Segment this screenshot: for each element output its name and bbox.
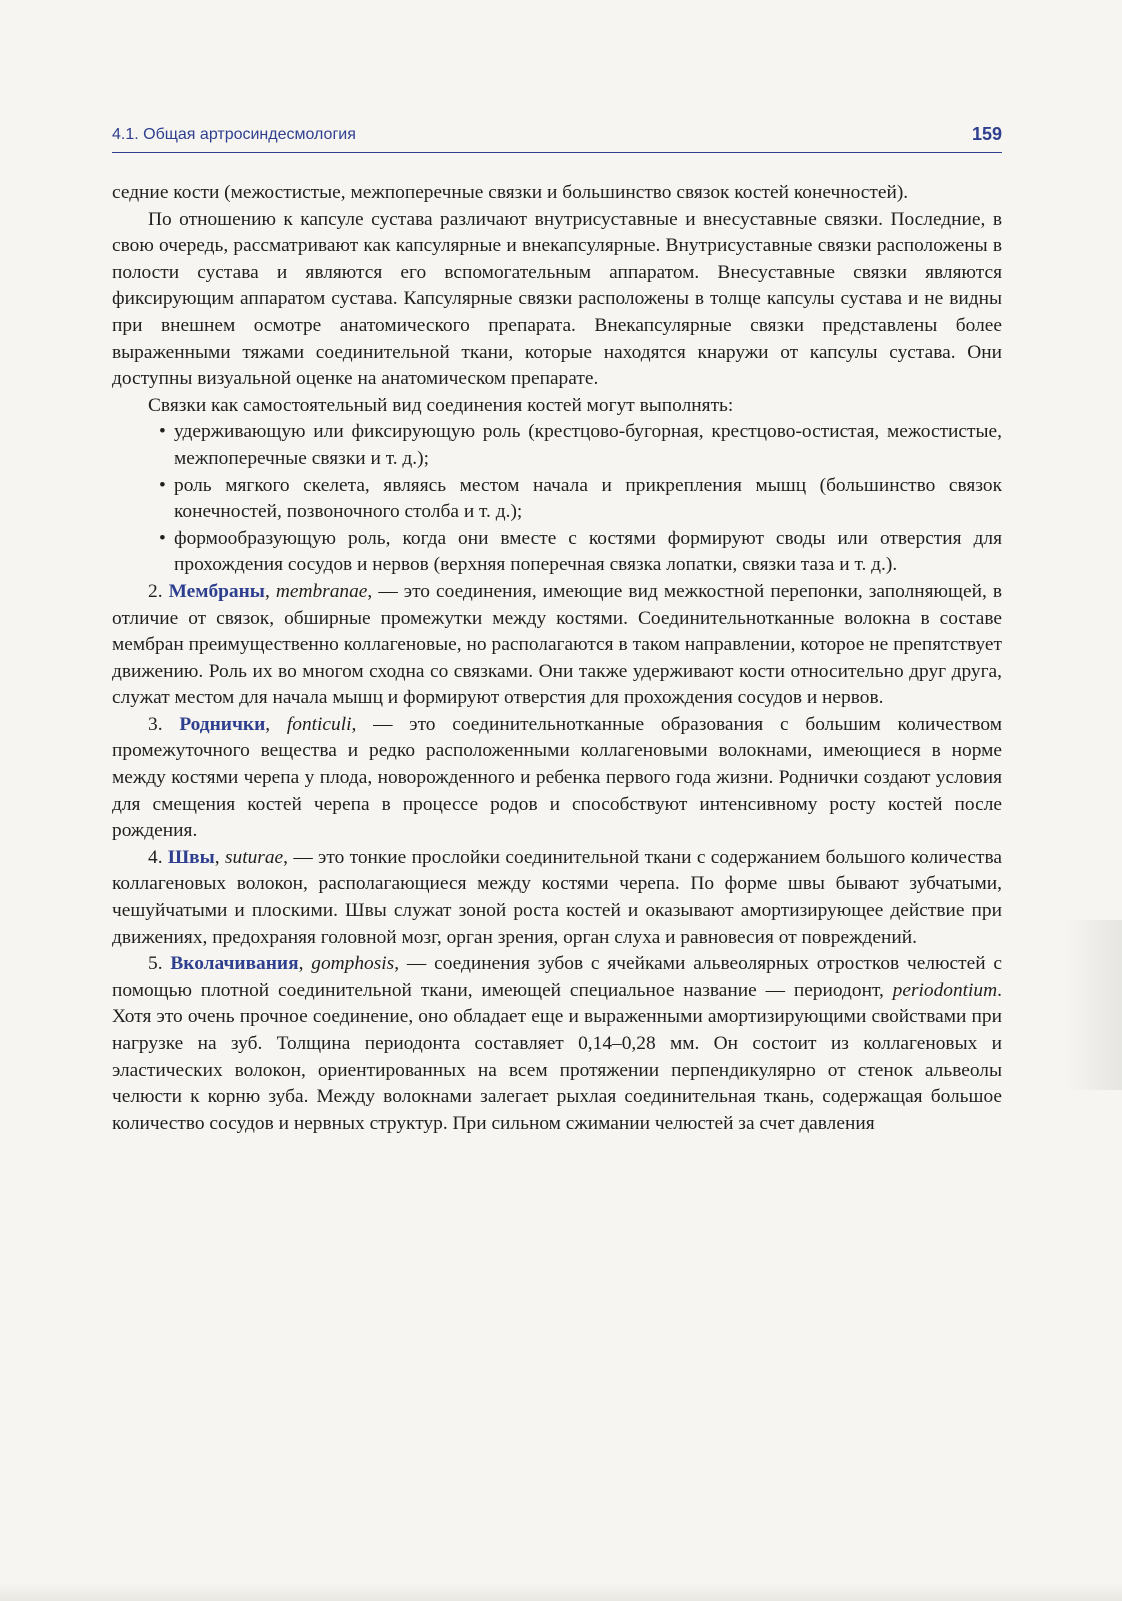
paragraph-text: — это тонкие прослойки соединительной ткани с содержанием большого количества коллагеновых волокон, располагающиеся между костями черепа. По форме швы бывают зубчатыми, чешуйчатыми и плоскими. Швы служат зоной роста костей и оказывают амортизирующее действие при движениях, предохраняя головной мозг, орган зрения, орган слуха и равновесия от повреждений.: [112, 846, 1002, 948]
paragraph-fontanelles: 3. Роднички, fonticuli, — это соединительнотканные образования с большим количеством промежуточного вещества и редко расположенными коллагеновыми волокнами, имеющиеся в норме между костями черепа у плода, новорожденного и ребенка первого года жизни. Роднички создают условия для смещения костей черепа в процессе родов и способствуют интенсивному росту костей после рождения.: [112, 713, 1002, 842]
page-body: [112, 180, 1002, 1137]
item-number: 3.: [148, 713, 163, 735]
term-heading: Швы: [167, 846, 215, 868]
latin-term: periodontium: [892, 979, 998, 1001]
ligament-functions-list: [112, 419, 1002, 579]
term-heading: Роднички: [179, 713, 266, 735]
list-item: • роль мягкого скелета, являясь местом начала и прикрепления мышц (большинство связок конечностей, позвоночного столба и т. д.);: [174, 473, 1002, 526]
item-number: 5.: [148, 953, 163, 975]
list-item: • удерживающую или фиксирующую роль (крестцово-бугорная, крестцово-остистая, межостистые, межпоперечные связки и т. д.);: [174, 419, 1002, 472]
paragraph-text: . Хотя это очень прочное соединение, оно обладает еще и выраженными амортизирующими свойствами при нагрузке на зуб. Толщина периодонта составляет 0,14–0,28 мм. Он состоит из коллагеновых и эластических волокон, ориентированных на всем протяжении перпендикулярно от стенок альвеолы челюсти к корню зуба. Между волокнами залегает рыхлая соединительная ткань, содержащая большое количество сосудов и нервных структур. При сильном сжимании челюстей за счет давления: [112, 979, 1002, 1134]
latin-term: fonticuli: [286, 713, 352, 735]
item-number: 4.: [148, 846, 163, 868]
latin-term: suturae: [224, 846, 284, 868]
paragraph-sutures: 4. Швы, suturae, — это тонкие прослойки соединительной ткани с содержанием большого количества коллагеновых волокон, располагающиеся между костями черепа. По форме швы бывают зубчатыми, чешуйчатыми и плоскими. Швы служат зоной роста костей и оказывают амортизирующее действие при движениях, предохраняя головной мозг, орган зрения, орган слуха и равновесия от повреждений.: [112, 846, 1002, 948]
term-heading: Мембраны: [168, 580, 265, 602]
page-bottom-edge: [0, 1582, 1122, 1601]
paragraph-text: — это соединения, имеющие вид межкостной перепонки, заполняющей, в отличие от связок, обширные промежутки между костями. Соединительнотканные волокна в составе мембран преимущественно коллагеновые, но располагаются в таком направлении, которое не препятствует движению. Роль их во многом сходна со связками. Они также удерживают кости относительно друг друга, служат местом для начала мышц и формируют отверстия для прохождения сосудов и нервов.: [112, 580, 1002, 709]
running-header: [112, 122, 1002, 153]
latin-term: membranae: [275, 580, 368, 602]
paragraph-gomphosis: 5. Вколачивания, gomphosis, — соединения зубов с ячейками альвеолярных отростков челюстей с помощью плотной соединительной ткани, имеющей специальное название — периодонт, periodontium. Хотя это очень прочное соединение, оно обладает еще и выраженными амортизирующими свойствами при нагрузке на зуб. Толщина периодонта составляет 0,14–0,28 мм. Он состоит из коллагеновых и эластических волокон, ориентированных на всем протяжении перпендикулярно от стенок альвеолы челюсти к корню зуба. Между волокнами залегает рыхлая соединительная ткань, содержащая большое количество сосудов и нервных структур. При сильном сжимании челюстей за счет давления: [112, 953, 1003, 1134]
paragraph-text: — соединения зубов с ячейками альвеолярных отростков челюстей с помощью плотной соединительной ткани, имеющей специальное название — периодонт,: [112, 953, 1003, 1001]
item-number: 2.: [148, 580, 163, 602]
paragraph-text: — это соединительнотканные образования с большим количеством промежуточного вещества и редко расположенными коллагеновыми волокнами, имеющиеся в норме между костями черепа у плода, новорожденного и ребенка первого года жизни. Роднички создают условия для смещения костей черепа в процессе родов и способствуют интенсивному росту костей после рождения.: [112, 713, 1002, 842]
page-number: 159: [971, 124, 1002, 144]
paragraph-continuation: седние кости (межостистые, межпоперечные связки и большинство связок костей конечностей).: [112, 182, 909, 203]
list-item: • формообразующую роль, когда они вместе с костями формируют своды или отверстия для прохождения сосудов и нервов (верхняя поперечная связка лопатки, связки таза и т. д.).: [174, 526, 1002, 579]
paragraph-membranes: 2. Мембраны, membranae, — это соединения, имеющие вид межкостной перепонки, заполняющей, в отличие от связок, обширные промежутки между костями. Соединительнотканные волокна в составе мембран преимущественно коллагеновые, но располагаются в таком направлении, которое не препятствует движению. Роль их во многом сходна со связками. Они также удерживают кости относительно друг друга, служат местом для начала мышц и формируют отверстия для прохождения сосудов и нервов.: [112, 580, 1002, 709]
latin-term: gomphosis: [311, 953, 395, 975]
section-title: 4.1. Общая артросиндесмология: [112, 126, 356, 143]
term-heading: Вколачивания: [170, 953, 299, 975]
paragraph-ligament-functions-intro: Связки как самостоятельный вид соединения костей могут выполнять:: [148, 394, 734, 416]
paragraph-ligament-types: По отношению к капсуле сустава различают внутрисуставные и внесуставные связки. Последние, в свою очередь, рассматривают как капсулярные и внекапсулярные. Внутрисуставные связки расположены в полости сустава и являются его вспомогательным аппаратом. Внесуставные связки являются фиксирующим аппаратом сустава. Капсулярные связки расположены в толще капсулы сустава и не видны при внешнем осмотре анатомического препарата. Внекапсулярные связки представлены более выраженными тяжами соединительной ткани, которые находятся кнаружи от капсулы сустава. Они доступны визуальной оценке на анатомическом препарате.: [112, 208, 1002, 390]
page-edge-shadow: [1064, 920, 1122, 1090]
